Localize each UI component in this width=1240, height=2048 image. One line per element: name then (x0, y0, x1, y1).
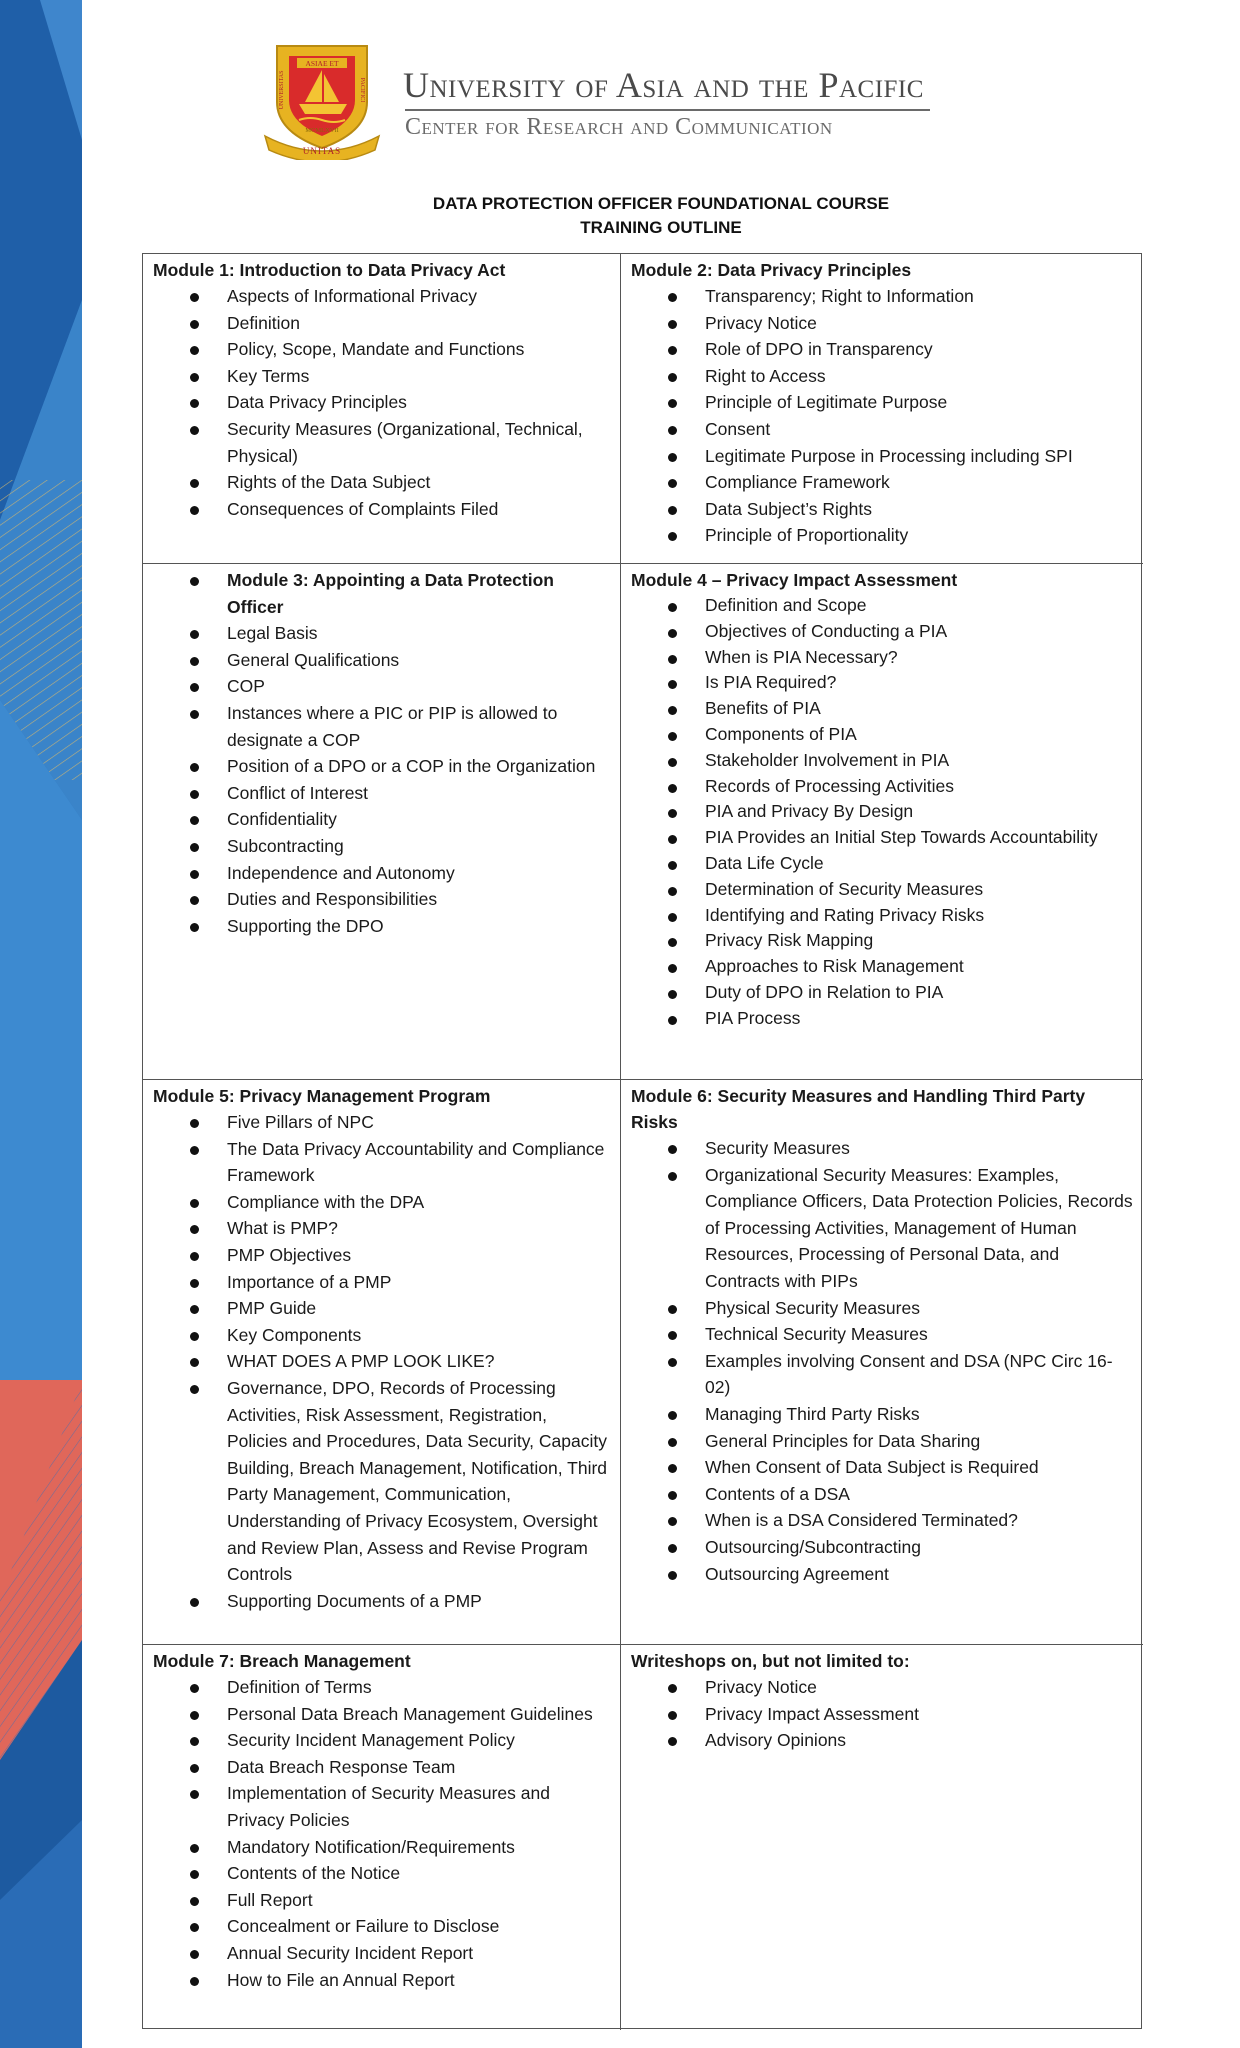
module-topic-list (153, 1109, 612, 1614)
list-item: What is PMP? (227, 1215, 612, 1242)
list-item: COP (227, 673, 612, 700)
list-item: Rights of the Data Subject (227, 469, 612, 496)
list-item: Compliance with the DPA (227, 1189, 612, 1216)
list-item: Determination of Security Measures (705, 877, 1135, 903)
list-item: PMP Guide (227, 1295, 612, 1322)
list-item: Advisory Opinions (705, 1727, 1135, 1754)
list-item: When Consent of Data Subject is Required (705, 1454, 1135, 1481)
module-5-cell (143, 1080, 621, 1645)
list-item: Legitimate Purpose in Processing including SPI (705, 443, 1135, 470)
list-item: Mandatory Notification/Requirements (227, 1834, 612, 1861)
module-topic-list (153, 283, 612, 522)
list-item: Security Measures (705, 1135, 1135, 1162)
list-item: How to File an Annual Report (227, 1967, 612, 1994)
list-item: Confidentiality (227, 806, 612, 833)
list-item: Governance, DPO, Records of Processing Activities, Risk Assessment, Registration, Policies and Procedures, Data Security, Capacity Building, Breach Management, Notification, Third Party Management, Communication, Understanding of Privacy Ecosystem, Oversight and Review Plan, Assess and Revise Program Controls (227, 1375, 612, 1588)
list-item: Independence and Autonomy (227, 860, 612, 887)
list-item: When is PIA Necessary? (705, 645, 1135, 671)
list-item: Benefits of PIA (705, 696, 1135, 722)
list-item: Privacy Impact Assessment (705, 1701, 1135, 1728)
module-3-cell (143, 564, 621, 1080)
list-item: Transparency; Right to Information (705, 283, 1135, 310)
decorative-side-band (0, 0, 82, 2048)
list-item: Key Components (227, 1322, 612, 1349)
module-title: Module 2: Data Privacy Principles (631, 260, 912, 280)
list-item: Full Report (227, 1887, 612, 1914)
seal-numeral-text: MCMLXVII (305, 127, 339, 134)
list-item: Data Life Cycle (705, 851, 1135, 877)
list-item: Personal Data Breach Management Guidelines (227, 1701, 612, 1728)
list-item: Approaches to Risk Management (705, 954, 1135, 980)
list-item: Key Terms (227, 363, 612, 390)
course-subtitle: TRAINING OUTLINE (580, 218, 742, 237)
list-item: Definition (227, 310, 612, 337)
list-item: General Qualifications (227, 647, 612, 674)
list-item: Privacy Notice (705, 310, 1135, 337)
list-item: Technical Security Measures (705, 1321, 1135, 1348)
list-item: Consent (705, 416, 1135, 443)
list-item: General Principles for Data Sharing (705, 1428, 1135, 1455)
list-item: Importance of a PMP (227, 1269, 612, 1296)
list-item: Is PIA Required? (705, 670, 1135, 696)
header-divider (405, 109, 930, 111)
list-item: PIA Process (705, 1006, 1135, 1032)
seal-top-text: ASIAE ET (305, 59, 339, 68)
list-item: Consequences of Complaints Filed (227, 496, 612, 523)
list-item: Supporting the DPO (227, 913, 612, 940)
list-item: Contents of a DSA (705, 1481, 1135, 1508)
module-topic-list (153, 567, 612, 939)
list-item: Contents of the Notice (227, 1860, 612, 1887)
module-topic-list (631, 1674, 1135, 1754)
list-item: Annual Security Incident Report (227, 1940, 612, 1967)
list-item: Legal Basis (227, 620, 612, 647)
list-item: Stakeholder Involvement in PIA (705, 748, 1135, 774)
list-item: Outsourcing/Subcontracting (705, 1534, 1135, 1561)
list-item: Duty of DPO in Relation to PIA (705, 980, 1135, 1006)
list-item: Conflict of Interest (227, 780, 612, 807)
list-item: Compliance Framework (705, 469, 1135, 496)
module-1-cell (143, 254, 621, 564)
list-item: Managing Third Party Risks (705, 1401, 1135, 1428)
list-item: Principle of Legitimate Purpose (705, 389, 1135, 416)
list-item: Examples involving Consent and DSA (NPC Circ 16-02) (705, 1348, 1135, 1401)
list-item: Objectives of Conducting a PIA (705, 619, 1135, 645)
list-item: Definition of Terms (227, 1674, 612, 1701)
list-item: Outsourcing Agreement (705, 1561, 1135, 1588)
list-item: Principle of Proportionality (705, 522, 1135, 549)
course-title: DATA PROTECTION OFFICER FOUNDATIONAL COURSE (432, 194, 890, 213)
list-item: Concealment or Failure to Disclose (227, 1913, 612, 1940)
list-item: Supporting Documents of a PMP (227, 1588, 612, 1615)
list-item: Data Subject’s Rights (705, 496, 1135, 523)
module-title: Module 6: Security Measures and Handling Third Party Risks (631, 1086, 1086, 1132)
list-item: Privacy Risk Mapping (705, 928, 1135, 954)
university-seal-logo (263, 40, 381, 160)
list-item: Role of DPO in Transparency (705, 336, 1135, 363)
module-title: Module 3: Appointing a Data Protection Officer (227, 567, 612, 620)
list-item: When is a DSA Considered Terminated? (705, 1507, 1135, 1534)
list-item: Physical Security Measures (705, 1295, 1135, 1322)
list-item: Identifying and Rating Privacy Risks (705, 903, 1135, 929)
seal-ribbon-text: UNITAS (302, 146, 342, 156)
list-item: PIA and Privacy By Design (705, 799, 1135, 825)
module-title: Writeshops on, but not limited to: (631, 1651, 910, 1671)
module-topic-list (631, 593, 1135, 1032)
center-name: Center for Research and Communication (405, 114, 833, 140)
training-outline-table (142, 253, 1142, 2029)
list-item: Privacy Notice (705, 1674, 1135, 1701)
university-name: University of Asia and the Pacific (403, 65, 924, 105)
module-4-cell (621, 564, 1143, 1080)
list-item: WHAT DOES A PMP LOOK LIKE? (227, 1348, 612, 1375)
list-item: PIA Provides an Initial Step Towards Accountability (705, 825, 1135, 851)
list-item: Implementation of Security Measures and Privacy Policies (227, 1780, 612, 1833)
seal-right-text: PACIFICI (359, 77, 365, 103)
list-item: Policy, Scope, Mandate and Functions (227, 336, 612, 363)
list-item: Position of a DPO or a COP in the Organization (227, 753, 612, 780)
module-title: Module 7: Breach Management (153, 1651, 411, 1671)
module-topic-list (631, 1135, 1135, 1587)
list-item: Organizational Security Measures: Examples, Compliance Officers, Data Protection Policies, Records of Processing Activities, Management of Human Resources, Processing of Personal Data, and Contracts with PIPs (705, 1162, 1135, 1295)
list-item: Security Incident Management Policy (227, 1727, 612, 1754)
writeshops-cell (621, 1645, 1143, 2030)
list-item: Data Breach Response Team (227, 1754, 612, 1781)
list-item: Components of PIA (705, 722, 1135, 748)
list-item: Duties and Responsibilities (227, 886, 612, 913)
module-6-cell (621, 1080, 1143, 1645)
list-item: Aspects of Informational Privacy (227, 283, 612, 310)
list-item: Records of Processing Activities (705, 774, 1135, 800)
list-item: Security Measures (Organizational, Technical, Physical) (227, 416, 612, 469)
module-title: Module 4 – Privacy Impact Assessment (631, 570, 958, 590)
seal-left-text: UNIVERSITAS (279, 70, 285, 110)
list-item: The Data Privacy Accountability and Compliance Framework (227, 1136, 612, 1189)
university-header (263, 40, 963, 160)
list-item: PMP Objectives (227, 1242, 612, 1269)
list-item: Right to Access (705, 363, 1135, 390)
module-7-cell (143, 1645, 621, 2030)
list-item: Five Pillars of NPC (227, 1109, 612, 1136)
list-item: Data Privacy Principles (227, 389, 612, 416)
module-title: Module 1: Introduction to Data Privacy Act (153, 260, 506, 280)
module-2-cell (621, 254, 1143, 564)
module-topic-list (153, 1674, 612, 1993)
list-item: Instances where a PIC or PIP is allowed to designate a COP (227, 700, 612, 753)
list-item: Subcontracting (227, 833, 612, 860)
list-item: Definition and Scope (705, 593, 1135, 619)
module-title: Module 5: Privacy Management Program (153, 1086, 491, 1106)
module-topic-list (631, 283, 1135, 549)
